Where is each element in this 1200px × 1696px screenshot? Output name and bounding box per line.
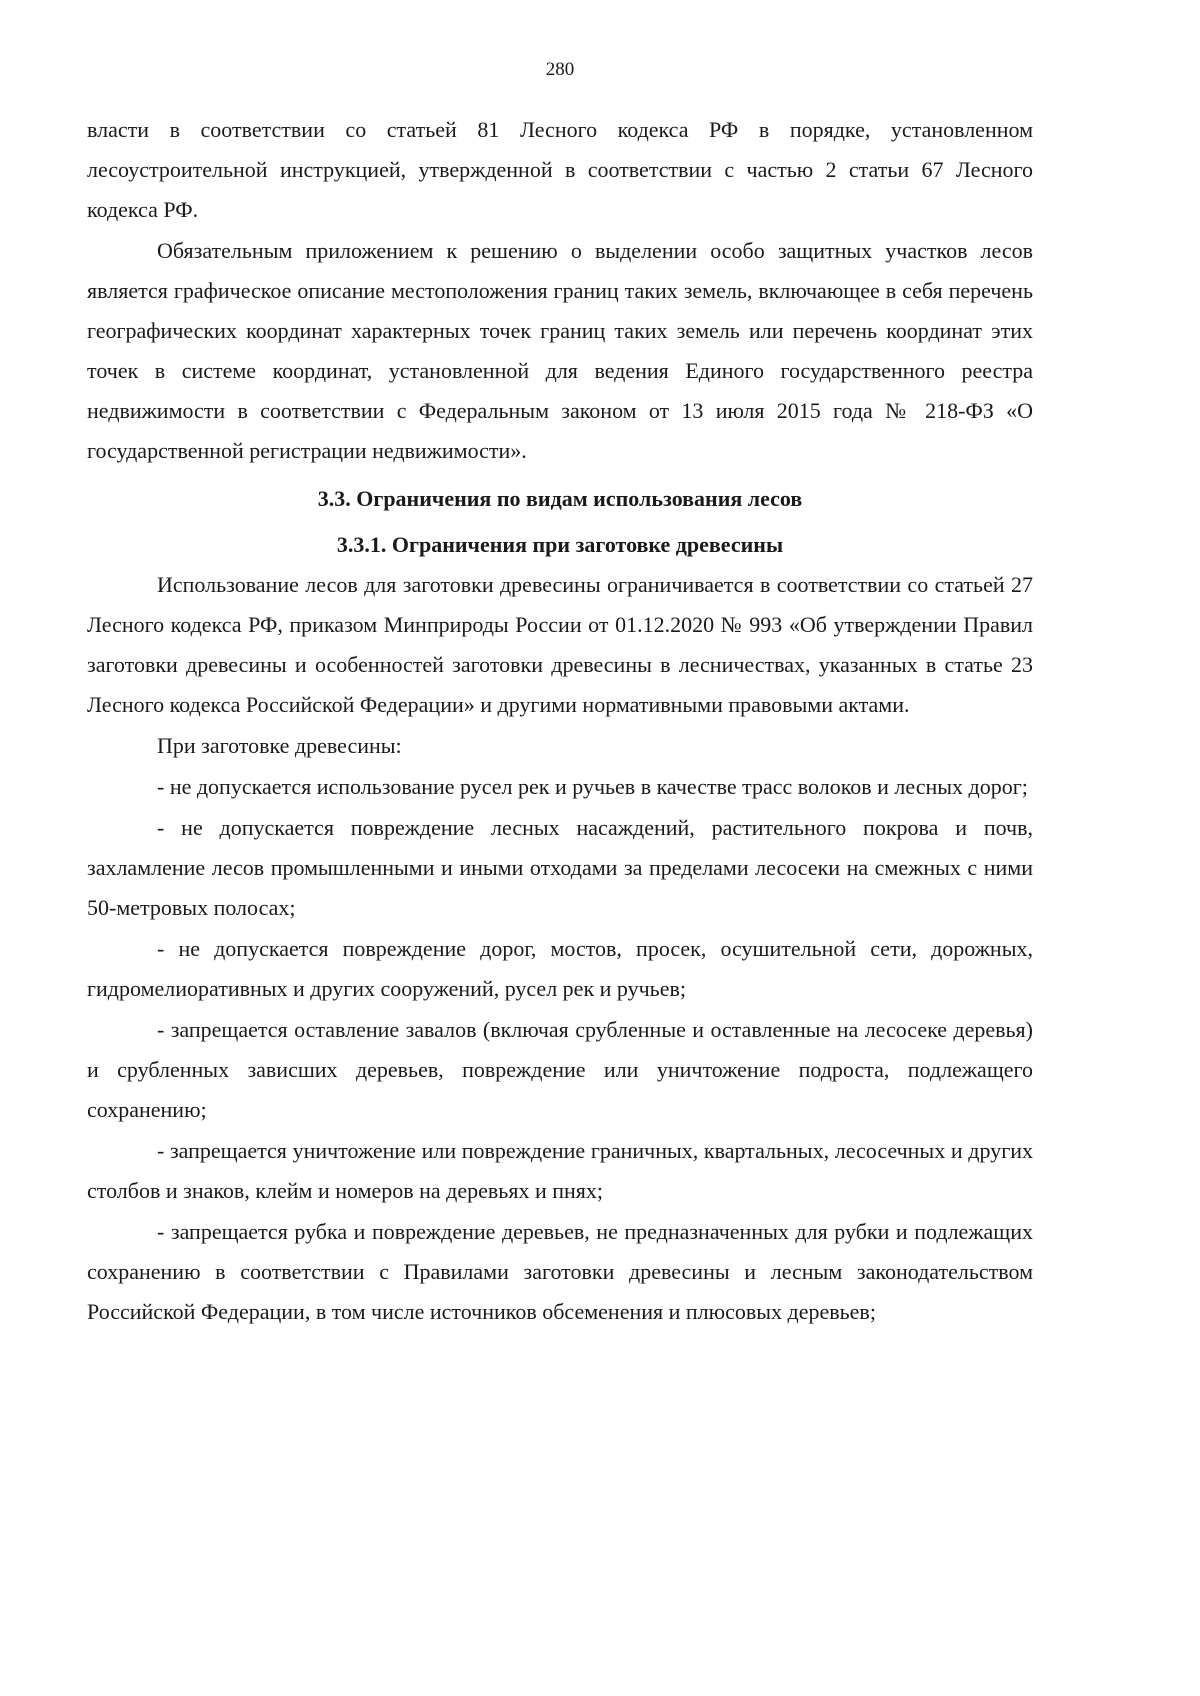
page-number: 280 — [545, 59, 575, 80]
subsection-heading: 3.3.1. Ограничения при заготовке древесины — [336, 532, 784, 557]
document-body — [87, 110, 1033, 1332]
list-item: - запрещается уничтожение или повреждение граничных, квартальных, лесосечных и других столбов и знаков, клейм и номеров на деревьях и пнях; — [87, 1138, 1033, 1203]
section-heading: 3.3. Ограничения по видам использования лесов — [317, 486, 803, 511]
list-item: - не допускается использование русел рек и ручьев в качестве трасс волоков и лесных дорог; — [157, 774, 1028, 799]
paragraph: Обязательным приложением к решению о выделении особо защитных участков лесов является графическое описание местоположения границ таких земель, включающее в себя перечень географических координат характерных точек границ таких земель или перечень координат этих точек в системе координат, установленной для ведения Единого государственного реестра недвижимости в соответствии с Федеральным законом от 13 июля 2015 года № 218-ФЗ «О государственной регистрации недвижимости». — [87, 238, 1033, 463]
list-item: - запрещается рубка и повреждение деревьев, не предназначенных для рубки и подлежащих сохранению в соответствии с Правилами заготовки древесины и лесным законодательством Российской Федерации, в том числе источников обсеменения и плюсовых деревьев; — [87, 1219, 1033, 1324]
list-item: - не допускается повреждение дорог, мостов, просек, осушительной сети, дорожных, гидромелиоративных и других сооружений, русел рек и ручьев; — [87, 936, 1033, 1001]
paragraph: власти в соответствии со статьей 81 Лесного кодекса РФ в порядке, установленном лесоустроительной инструкцией, утвержденной в соответствии с частью 2 статьи 67 Лесного кодекса РФ. — [87, 117, 1033, 222]
paragraph: При заготовке древесины: — [157, 733, 402, 758]
paragraph: Использование лесов для заготовки древесины ограничивается в соответствии со статьей 27 Лесного кодекса РФ, приказом Минприроды России от 01.12.2020 № 993 «Об утверждении Правил заготовки древесины и особенностей заготовки древесины в лесничествах, указанных в статье 23 Лесного кодекса Российской Федерации» и другими нормативными правовыми актами. — [87, 572, 1033, 717]
list-item: - запрещается оставление завалов (включая срубленные и оставленные на лесосеке деревья) и срубленных зависших деревьев, повреждение или уничтожение подроста, подлежащего сохранению; — [87, 1017, 1033, 1122]
list-item: - не допускается повреждение лесных насаждений, растительного покрова и почв, захламление лесов промышленными и иными отходами за пределами лесосеки на смежных с ними 50-метровых полосах; — [87, 815, 1033, 920]
